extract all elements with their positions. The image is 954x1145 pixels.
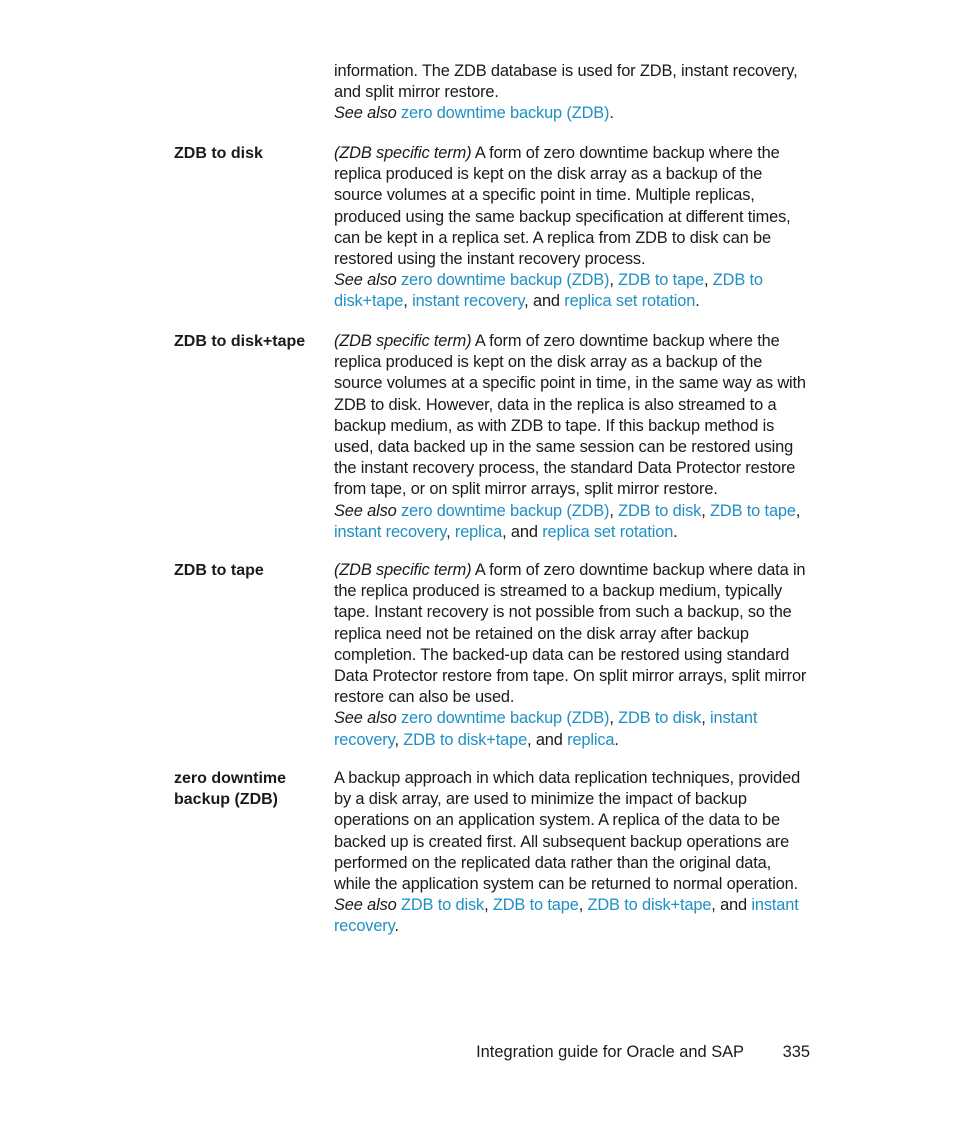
see-also: See also zero downtime backup (ZDB). bbox=[334, 104, 614, 123]
link-instant-recovery[interactable]: instant recovery bbox=[334, 896, 799, 936]
glossary-definition bbox=[334, 560, 812, 751]
glossary-term: ZDB to disk bbox=[174, 145, 263, 162]
definition-text: information. The ZDB database is used for ZDB, instant recovery, and split mirror restore. bbox=[334, 62, 798, 102]
link-zdb-to-disk-tape[interactable]: ZDB to disk+tape bbox=[334, 271, 763, 311]
link-instant-recovery[interactable]: instant recovery bbox=[334, 522, 447, 541]
link-replica-set-rotation[interactable]: replica set rotation bbox=[564, 292, 696, 311]
link-zdb-to-disk-tape[interactable]: ZDB to disk+tape bbox=[403, 730, 528, 749]
link-zdb-to-disk-tape[interactable]: ZDB to disk+tape bbox=[587, 896, 712, 915]
glossary-term: ZDB to disk+tape bbox=[174, 333, 306, 350]
see-also-label: See also bbox=[334, 501, 397, 520]
link-zdb-to-disk[interactable]: ZDB to disk bbox=[618, 709, 702, 728]
see-also: See also ZDB to disk, ZDB to tape, ZDB to disk+tape, and instant recovery. bbox=[334, 896, 799, 936]
see-also-label: See also bbox=[334, 271, 397, 290]
see-also-label: See also bbox=[334, 104, 397, 123]
link-replica[interactable]: replica bbox=[454, 522, 503, 541]
definition-text: A form of zero downtime backup where data in the replica produced is streamed to a backup medium, typically tape. Instant recovery is not possible from such a backup, so the replica need not be retained on the disk array after backup completion. The backed-up data can be restored using standard Data Protector restore from tape. On split mirror arrays, split mirror restore can also be used. bbox=[334, 561, 807, 707]
glossary-continuation bbox=[334, 61, 812, 125]
page-number: 335 bbox=[782, 1043, 810, 1061]
link-zdb-to-tape[interactable]: ZDB to tape bbox=[618, 271, 704, 290]
glossary-definition bbox=[334, 143, 812, 313]
see-also-label: See also bbox=[334, 896, 397, 915]
link-zdb-to-disk[interactable]: ZDB to disk bbox=[401, 896, 485, 915]
term-qualifier: (ZDB specific term) bbox=[334, 332, 472, 350]
link-zero-downtime-backup[interactable]: zero downtime backup (ZDB) bbox=[401, 501, 610, 520]
link-zero-downtime-backup[interactable]: zero downtime backup (ZDB) bbox=[401, 709, 610, 728]
link-zdb-to-tape[interactable]: ZDB to tape bbox=[710, 501, 796, 520]
definition-text: A backup approach in which data replication techniques, provided by a disk array, are used to minimize the impact of backup operations on an application system. A replica of the data to be backed up is created first. All subsequent backup operations are performed on the replicated data rather than the original data, while the application system can be returned to normal operation. bbox=[334, 769, 801, 894]
footer-document-title: Integration guide for Oracle and SAP bbox=[476, 1043, 744, 1061]
see-also: See also zero downtime backup (ZDB), ZDB to tape, ZDB to disk+tape, instant recovery, and replica set rotation. bbox=[334, 271, 763, 311]
see-also-label: See also bbox=[334, 709, 397, 728]
definition-text: A form of zero downtime backup where the replica produced is kept on the disk array as a backup of the source volumes at a specific point in time, in the same way as with ZDB to disk. However, data in the replica is also streamed to a backup medium, as with ZDB to tape. If this backup method is used, data backed up in the same session can be restored using the instant recovery process, the standard Data Protector restore from tape, or on split mirror arrays, split mirror restore. bbox=[334, 332, 806, 499]
link-replica[interactable]: replica bbox=[567, 730, 615, 749]
see-also: See also zero downtime backup (ZDB), ZDB to disk, instant recovery, ZDB to disk+tape, and replica. bbox=[334, 709, 758, 749]
glossary-term: zero downtime backup (ZDB) bbox=[174, 770, 287, 809]
term-qualifier: (ZDB specific term) bbox=[334, 561, 472, 579]
term-qualifier: (ZDB specific term) bbox=[334, 144, 472, 162]
link-instant-recovery[interactable]: instant recovery bbox=[334, 709, 758, 749]
link-zero-downtime-backup[interactable]: zero downtime backup (ZDB) bbox=[401, 271, 610, 290]
definition-text: A form of zero downtime backup where the replica produced is kept on the disk array as a backup of the source volumes at a specific point in time. Multiple replicas, produced using the same backup specification at different times, can be kept in a replica set. A replica from ZDB to disk can be restored using the instant recovery process. bbox=[334, 144, 791, 269]
link-instant-recovery[interactable]: instant recovery bbox=[412, 292, 525, 311]
link-zero-downtime-backup[interactable]: zero downtime backup (ZDB) bbox=[401, 104, 610, 123]
glossary-definition bbox=[334, 768, 812, 938]
see-also: See also zero downtime backup (ZDB), ZDB to disk, ZDB to tape, instant recovery, replica, and replica set rotation. bbox=[334, 501, 801, 541]
link-zdb-to-tape[interactable]: ZDB to tape bbox=[492, 896, 579, 915]
link-zdb-to-disk[interactable]: ZDB to disk bbox=[618, 501, 702, 520]
glossary-term: ZDB to tape bbox=[174, 562, 264, 579]
glossary-definition bbox=[334, 331, 812, 543]
link-replica-set-rotation[interactable]: replica set rotation bbox=[542, 522, 674, 541]
